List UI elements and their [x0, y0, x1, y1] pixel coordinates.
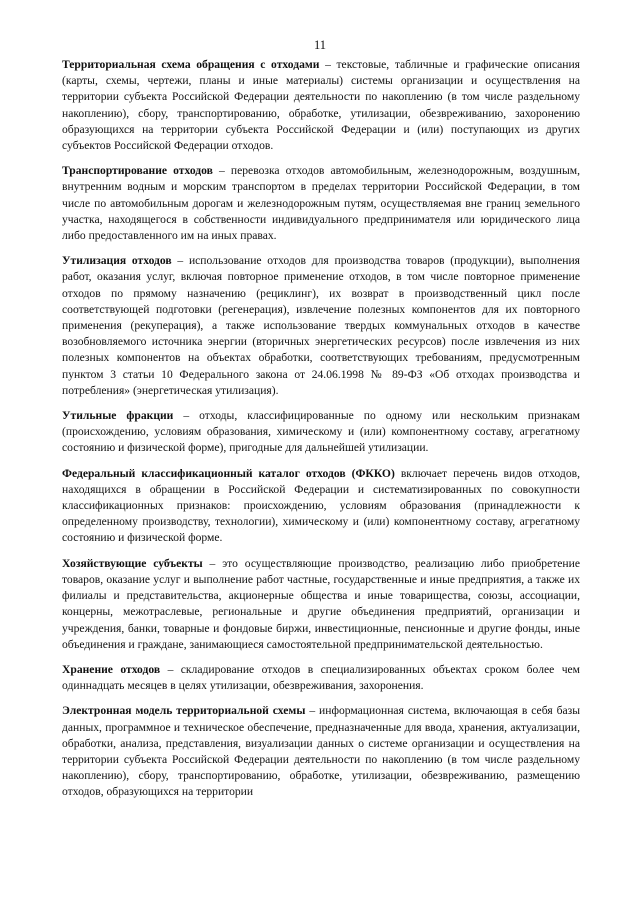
definition-term: Хозяйствующие субъекты [62, 556, 203, 570]
definition-waste-storage [62, 662, 580, 694]
definition-territorial-scheme [62, 57, 580, 154]
definition-fkko [62, 466, 580, 547]
definition-term: Федеральный классификационный каталог отходов (ФККО) [62, 466, 395, 480]
definition-waste-utilization [62, 253, 580, 399]
definition-term: Утилизация отходов [62, 254, 172, 268]
definition-electronic-model [62, 703, 580, 800]
definition-term: Электронная модель территориальной схемы [62, 704, 306, 718]
definition-term: Транспортирование отходов [62, 164, 213, 178]
document-body [62, 57, 580, 810]
definition-text: – перевозка отходов автомобильным, железнодорожным, воздушным, внутренним водным и морским транспортом в пределах территории Российской Федерации, в том числе по автомобильным дорогам и железнодорожным путям, осуществляемая вне границ земельного участка, находящегося в собственности индивидуального предпринимателя или юридического лица либо предоставленного им на иных правах. [62, 164, 581, 243]
definition-economic-entities [62, 556, 580, 653]
definition-text: включает перечень видов отходов, находящихся в обращении в Российской Федерации и систематизированных по совокупности классификационных признаков: происхождению, условиям образования (принадлежности к определенному производству, технологии), химическому и (или) компонентному составу, агрегатному состоянию и физической форме. [62, 466, 580, 545]
definition-term: Территориальная схема обращения с отходами [62, 58, 320, 71]
page-number: 11 [313, 38, 327, 52]
definition-text: – использование отходов для производства товаров (продукции), выполнения работ, оказания услуг, включая повторное применение отходов, в том числе повторное применение отходов по прямому назначению (рециклинг), их возврат в производственный цикл после соответствующей подготовки (регенерация), извлечение полезных компонентов для их повторного применения (рекуперация), а также использование твердых коммунальных отходов в качестве возобновляемого источника энергии (вторичных энергетических ресурсов) после извлечения из них полезных компонентов на объектах обработки, соответствующих требованиям, предусмотренным пунктом 3 статьи 10 Федерального закона от 24.06.1998 № 89-ФЗ «Об отходах производства и потребления» (энергетическая утилизация). [62, 254, 580, 397]
definition-text: – это осуществляющие производство, реализацию либо приобретение товаров, оказание услуг и выполнение работ частные, государственные и иные предприятия, а также их филиалы и представительства, акционерные общества и иные товарищества, союзы, ассоциации, концерны, межотраслевые, региональные и другие объединения предприятий, организации и учреждения, банки, товарные и фондовые биржи, инвестиционные, пенсионные и другие фонды, иные объединения и граждане, занимающиеся самостоятельной предпринимательской деятельностью. [62, 556, 580, 651]
definition-useful-fractions [62, 408, 580, 457]
definition-text: – отходы, классифицированные по одному или нескольким признакам (происхождению, условиям образования, химическому и (или) компонентному составу, агрегатному состоянию и физической форме), пригодные для дальнейшей утилизации. [62, 409, 580, 455]
definition-text: – информационная система, включающая в себя базы данных, программное и техническое обеспечение, предназначенные для ввода, хранения, актуализации, обработки, анализа, представления, визуализации данных о системе организации и осуществления на территории субъекта Российской Федерации деятельности по накоплению (в том числе раздельному накоплению), сбору, транспортированию, обработке, утилизации, обезвреживанию, размещению отходов, образующихся на территории [62, 704, 580, 799]
definition-text: – текстовые, табличные и графические описания (карты, схемы, чертежи, планы и иные материалы) системы организации и осуществления на территории субъекта Российской Федерации деятельности по накоплению (в том числе раздельному накоплению), сбору, транспортированию, обработке, утилизации, обезвреживанию, захоронению образующихся на территории субъекта Российской Федерации и (или) поступающих из других субъектов Российской Федерации отходов. [62, 58, 580, 153]
definition-term: Хранение отходов [62, 662, 161, 676]
definition-waste-transportation [62, 163, 580, 244]
definition-text: – складирование отходов в специализированных объектах сроком более чем одиннадцать месяцев в целях утилизации, обезвреживания, захоронения. [62, 662, 581, 693]
definition-term: Утильные фракции [62, 409, 174, 423]
